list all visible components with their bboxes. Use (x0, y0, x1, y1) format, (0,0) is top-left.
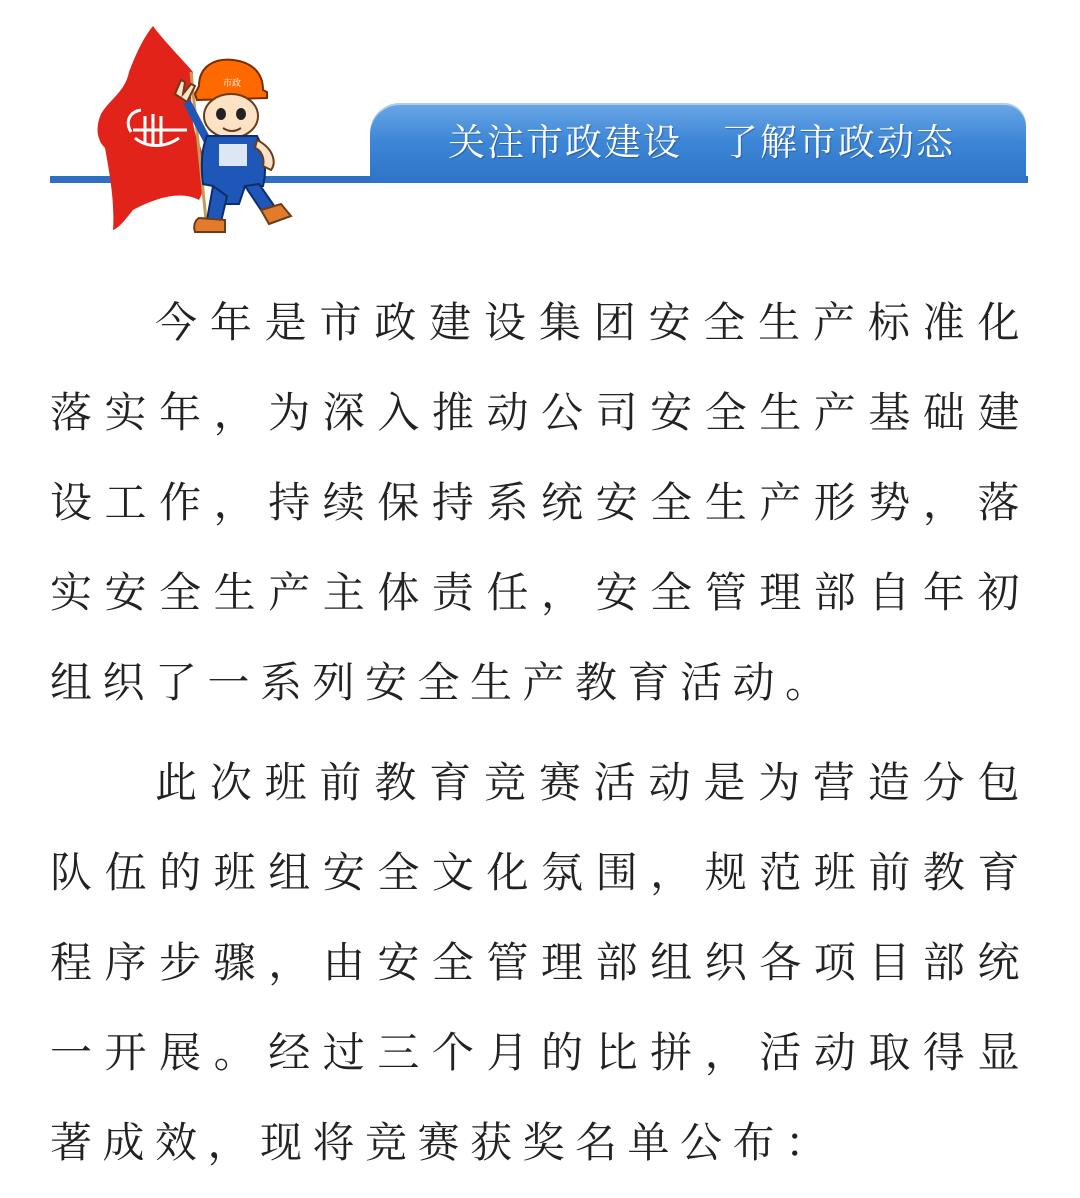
helmet-label: 市政 (223, 79, 242, 89)
slogan-banner (370, 103, 1026, 183)
red-flag-icon (98, 26, 206, 230)
article-body (50, 278, 1030, 1198)
worker-mascot-icon (95, 20, 310, 245)
article-header (0, 0, 1080, 250)
article-paragraph: 此次班前教育竞赛活动是为营造分包队伍的班组安全文化氛围，规范班前教育程序步骤，由安全管理部组织各项目部统一开展。经过三个月的比拼，活动取得显著成效，现将竞赛获奖名单公布： (50, 758, 1030, 1167)
article-paragraph: 今年是市政建设集团安全生产标准化落实年，为深入推动公司安全生产基础建设工作，持续保持系统安全生产形势，落实安全生产主体责任，安全管理部自年初组织了一系列安全生产教育活动。 (50, 298, 1030, 707)
slogan-text: 关注市政建设 了解市政动态 (448, 121, 955, 164)
